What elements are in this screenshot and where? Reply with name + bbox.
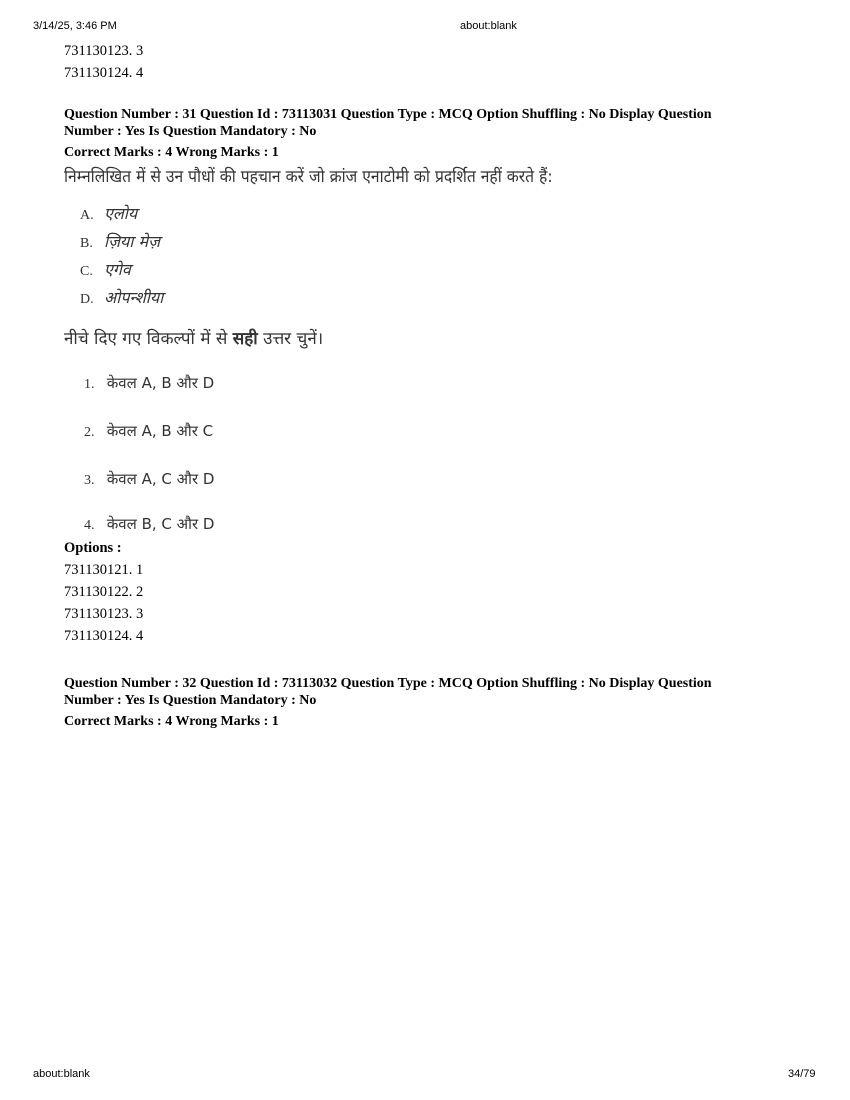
q31-statement-c: [64, 257, 784, 285]
question-32: [64, 675, 784, 730]
q31-choice-2: [64, 411, 784, 459]
q31-meta-line2: Number : Yes Is Question Mandatory : No: [64, 124, 317, 139]
statement-text: एगेव: [104, 260, 131, 279]
q31-choice-3: [64, 459, 784, 507]
q31-options-heading: Options :: [64, 540, 122, 556]
prev-option-4: 731130124. 4: [64, 65, 144, 81]
choice-text: केवल A, B और C: [106, 422, 214, 440]
instruction-text: नीचे दिए गए विकल्पों में से: [64, 329, 233, 349]
statement-label: C.: [80, 264, 93, 279]
statement-text: ओपन्शीया: [104, 288, 164, 307]
statement-label: D.: [80, 292, 94, 307]
q31-statement-b: [64, 229, 784, 257]
q31-choice-1: [64, 363, 784, 411]
statement-label: B.: [80, 236, 93, 251]
print-url-footer: about:blank: [33, 1068, 90, 1080]
instruction-emphasis: सही: [232, 329, 258, 349]
page-number: 34/79: [788, 1068, 816, 1080]
instruction-text: उत्तर चुनें।: [257, 329, 324, 349]
q31-option-4: 731130124. 4: [64, 628, 144, 644]
print-datetime: 3/14/25, 3:46 PM: [33, 20, 117, 32]
q31-option-2: 731130122. 2: [64, 584, 144, 600]
choice-label: 3.: [84, 473, 95, 488]
statement-text: एलोय: [104, 204, 138, 223]
q31-marks: Correct Marks : 4 Wrong Marks : 1: [64, 145, 279, 160]
q31-instruction: [64, 327, 784, 351]
choice-label: 1.: [84, 377, 95, 392]
q32-marks: Correct Marks : 4 Wrong Marks : 1: [64, 714, 279, 729]
question-31: [64, 106, 784, 647]
q32-meta-line1: Question Number : 32 Question Id : 73113032 Question Type : MCQ Option Shuffling : No Display Question: [64, 676, 712, 691]
choice-label: 4.: [84, 518, 95, 533]
q32-meta-line2: Number : Yes Is Question Mandatory : No: [64, 693, 317, 708]
choice-text: केवल A, B और D: [106, 374, 215, 392]
q31-statement-a: [64, 201, 784, 229]
q31-question-text: निम्नलिखित में से उन पौधों की पहचान करें जो क्रांज एनाटोमी को प्रदर्शित नहीं करते हैं:: [64, 167, 553, 187]
prev-option-3: 731130123. 3: [64, 43, 144, 59]
q31-statement-d: [64, 285, 784, 313]
q31-meta-line1: Question Number : 31 Question Id : 73113031 Question Type : MCQ Option Shuffling : No Display Question: [64, 107, 712, 122]
choice-text: केवल A, C और D: [106, 470, 215, 488]
document-body: [64, 40, 784, 730]
q31-option-1: 731130121. 1: [64, 562, 144, 578]
statement-label: A.: [80, 208, 94, 223]
statement-text: ज़िया मेज़: [104, 232, 160, 251]
q31-question-image: [64, 165, 784, 537]
choice-text: केवल B, C और D: [106, 515, 215, 533]
q31-option-3: 731130123. 3: [64, 606, 144, 622]
choice-label: 2.: [84, 425, 95, 440]
q31-choice-4: [64, 507, 784, 537]
print-url-header: about:blank: [460, 20, 517, 32]
